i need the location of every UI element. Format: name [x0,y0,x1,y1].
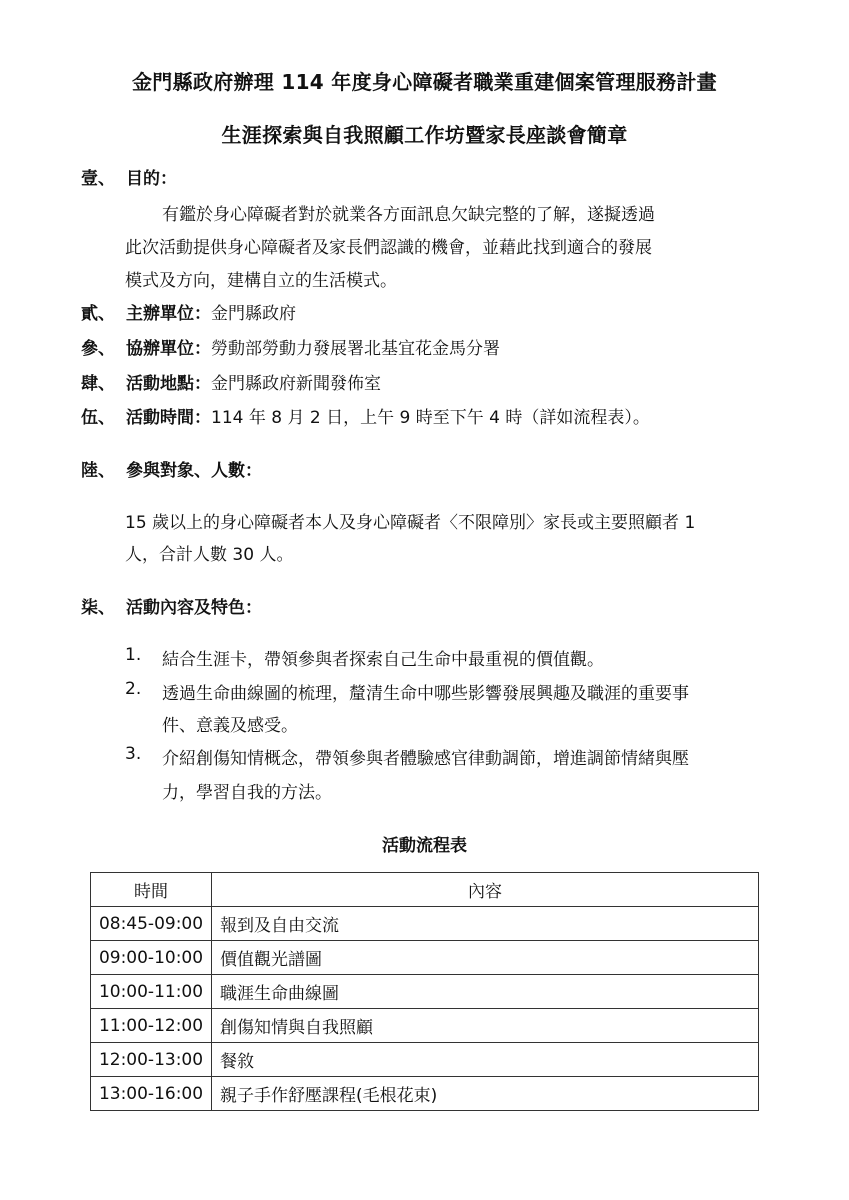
list-item-text: 件、意義及感受。 [162,716,298,736]
list-item-text: 透過生命曲線圖的梳理，釐清生命中哪些影響發展興趣及職涯的重要事 [162,684,689,704]
time-cell: 09:00-10:00 [91,941,212,975]
document-subtitle: 生涯探索與自我照顧工作坊暨家長座談會簡章 [221,123,628,147]
content-cell: 餐敘 [212,1043,759,1077]
table-row [91,941,759,975]
co-organizer-value: 勞動部勞動力發展署北基宜花金馬分署 [211,339,500,359]
time-value: 114 年 8 月 2 日，上午 9 時至下午 4 時（詳如流程表）。 [211,408,650,428]
section-label: 活動內容及特色： [126,598,262,618]
document-title: 金門縣政府辦理 114 年度身心障礙者職業重建個案管理服務計畫 [132,70,717,94]
time-cell: 11:00-12:00 [91,1009,212,1043]
section-time [81,403,650,428]
list-item-text: 力，學習自我的方法。 [162,783,332,803]
section-label: 參與對象、人數： [126,461,262,481]
table-header-row [91,873,759,907]
time-cell: 10:00-11:00 [91,975,212,1009]
content-cell: 親子手作舒壓課程(毛根花束) [212,1077,759,1111]
section-number: 肆、 [81,374,115,394]
content-cell: 報到及自由交流 [212,907,759,941]
table-row [91,907,759,941]
list-item-text: 結合生涯卡，帶領參與者探索自己生命中最重視的價值觀。 [162,650,604,670]
section-number: 貳、 [81,304,115,324]
participants-line-1: 15 歲以上的身心障礙者本人及身心障礙者〈不限障別〉家長或主要照顧者 1 [125,513,696,533]
section-label: 主辦單位： [126,304,211,324]
section-co-organizer [81,334,500,359]
table-row [91,1077,759,1111]
content-cell: 職涯生命曲線圖 [212,975,759,1009]
purpose-line-1: 有鑑於身心障礙者對於就業各方面訊息欠缺完整的了解，遂擬透過 [162,205,655,225]
organizer-value: 金門縣政府 [211,304,296,324]
section-label: 活動時間： [126,408,211,428]
time-cell: 08:45-09:00 [91,907,212,941]
section-label: 目的： [126,169,177,189]
purpose-line-3: 模式及方向，建構自立的生活模式。 [125,271,397,291]
column-header-content: 內容 [212,873,759,907]
section-participants-heading [81,456,262,481]
participants-line-2: 人，合計人數 30 人。 [125,545,294,565]
list-item-number: 1. [125,645,142,665]
table-row [91,1043,759,1077]
section-organizer [81,299,296,324]
table-row [91,975,759,1009]
section-venue [81,369,381,394]
section-content-heading [81,593,262,618]
list-item-text: 介紹創傷知情概念，帶領參與者體驗感官律動調節，增進調節情緒與壓 [162,749,689,769]
list-item-number: 3. [125,744,142,764]
purpose-line-2: 此次活動提供身心障礙者及家長們認識的機會，並藉此找到適合的發展 [125,238,652,258]
column-header-time: 時間 [91,873,212,907]
section-number: 壹、 [81,169,115,189]
section-label: 活動地點： [126,374,211,394]
schedule-table [90,872,759,1111]
section-number: 陸、 [81,461,115,481]
table-row [91,1009,759,1043]
schedule-title: 活動流程表 [382,836,467,856]
section-number: 伍、 [81,408,115,428]
section-purpose-heading [81,164,177,189]
section-label: 協辦單位： [126,339,211,359]
section-number: 參、 [81,339,115,359]
time-cell: 13:00-16:00 [91,1077,212,1111]
content-cell: 創傷知情與自我照顧 [212,1009,759,1043]
content-cell: 價值觀光譜圖 [212,941,759,975]
list-item-number: 2. [125,679,142,699]
venue-value: 金門縣政府新聞發佈室 [211,374,381,394]
section-number: 柒、 [81,598,115,618]
time-cell: 12:00-13:00 [91,1043,212,1077]
